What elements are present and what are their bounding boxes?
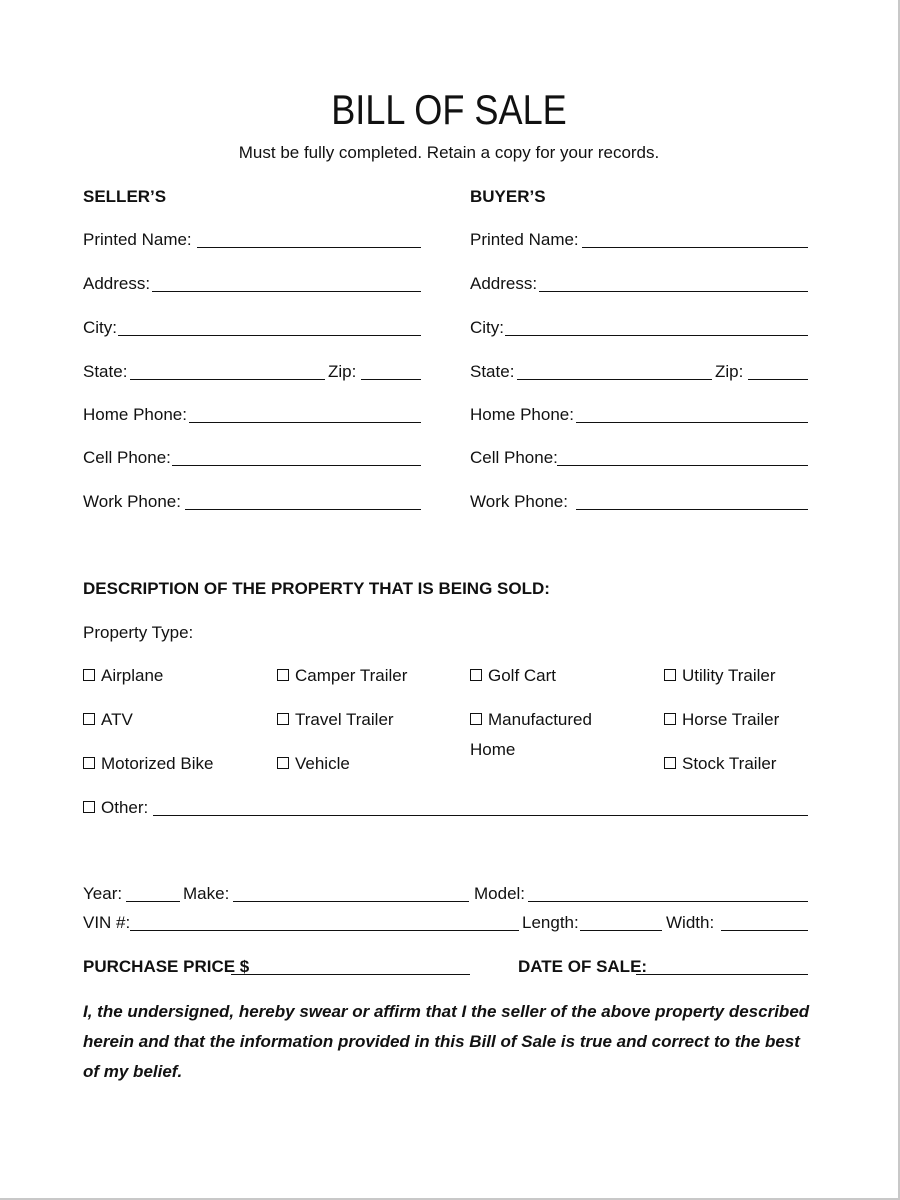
seller-city-label: City: bbox=[83, 318, 117, 337]
option-motorized-bike[interactable]: Motorized Bike bbox=[83, 754, 213, 774]
width-field[interactable] bbox=[721, 930, 808, 931]
buyer-cell-phone-field[interactable] bbox=[557, 465, 808, 466]
checkbox[interactable] bbox=[470, 669, 482, 681]
purchase-price-field[interactable] bbox=[231, 974, 470, 975]
buyer-zip-label: Zip: bbox=[715, 362, 744, 381]
option-vehicle[interactable]: Vehicle bbox=[277, 754, 350, 774]
option-manufactured-home[interactable]: Manufactured bbox=[470, 710, 592, 730]
year-label: Year: bbox=[83, 884, 123, 903]
seller-address-label: Address: bbox=[83, 274, 151, 293]
seller-cell-phone-field[interactable] bbox=[172, 465, 421, 466]
option-atv[interactable]: ATV bbox=[83, 710, 133, 730]
buyer-state-field[interactable] bbox=[517, 379, 712, 380]
seller-printed-name-field[interactable] bbox=[197, 247, 421, 248]
checkbox[interactable] bbox=[664, 669, 676, 681]
seller-state-field[interactable] bbox=[130, 379, 325, 380]
option-stock-trailer[interactable]: Stock Trailer bbox=[664, 754, 776, 774]
seller-cell-phone-label: Cell Phone: bbox=[83, 448, 171, 467]
buyer-work-phone-field[interactable] bbox=[576, 509, 808, 510]
option-horse-trailer[interactable]: Horse Trailer bbox=[664, 710, 779, 730]
buyer-home-phone-field[interactable] bbox=[576, 422, 808, 423]
seller-work-phone-field[interactable] bbox=[185, 509, 421, 510]
option-other[interactable]: Other: bbox=[83, 798, 148, 818]
seller-zip-label: Zip: bbox=[328, 362, 357, 381]
make-field[interactable] bbox=[233, 901, 469, 902]
purchase-price-label: PURCHASE PRICE $ bbox=[83, 957, 250, 976]
date-of-sale-label: DATE OF SALE: bbox=[518, 957, 648, 976]
length-label: Length: bbox=[522, 913, 579, 932]
option-utility-trailer[interactable]: Utility Trailer bbox=[664, 666, 776, 686]
option-camper-trailer[interactable]: Camper Trailer bbox=[277, 666, 407, 686]
buyer-printed-name-field[interactable] bbox=[582, 247, 808, 248]
make-label: Make: bbox=[183, 884, 230, 903]
buyer-city-label: City: bbox=[470, 318, 504, 337]
buyer-city-field[interactable] bbox=[505, 335, 808, 336]
checkbox[interactable] bbox=[277, 713, 289, 725]
seller-address-field[interactable] bbox=[152, 291, 421, 292]
vin-field[interactable] bbox=[130, 930, 519, 931]
buyer-heading: BUYER’S bbox=[470, 187, 546, 206]
seller-zip-field[interactable] bbox=[361, 379, 421, 380]
checkbox[interactable] bbox=[83, 713, 95, 725]
model-field[interactable] bbox=[528, 901, 808, 902]
checkbox[interactable] bbox=[277, 757, 289, 769]
property-type-label: Property Type: bbox=[83, 623, 194, 642]
seller-printed-name-label: Printed Name: bbox=[83, 230, 192, 249]
option-travel-trailer[interactable]: Travel Trailer bbox=[277, 710, 394, 730]
seller-city-field[interactable] bbox=[118, 335, 421, 336]
checkbox[interactable] bbox=[470, 713, 482, 725]
checkbox[interactable] bbox=[664, 713, 676, 725]
checkbox[interactable] bbox=[83, 801, 95, 813]
checkbox[interactable] bbox=[664, 757, 676, 769]
checkbox[interactable] bbox=[83, 757, 95, 769]
year-field[interactable] bbox=[126, 901, 180, 902]
seller-work-phone-label: Work Phone: bbox=[83, 492, 181, 511]
length-field[interactable] bbox=[580, 930, 662, 931]
option-golf-cart[interactable]: Golf Cart bbox=[470, 666, 556, 686]
buyer-state-label: State: bbox=[470, 362, 515, 381]
date-of-sale-field[interactable] bbox=[636, 974, 808, 975]
seller-heading: SELLER’S bbox=[83, 187, 167, 206]
buyer-work-phone-label: Work Phone: bbox=[470, 492, 568, 511]
vin-label: VIN #: bbox=[83, 913, 131, 932]
buyer-cell-phone-label: Cell Phone: bbox=[470, 448, 558, 467]
buyer-address-field[interactable] bbox=[539, 291, 808, 292]
seller-state-label: State: bbox=[83, 362, 128, 381]
buyer-home-phone-label: Home Phone: bbox=[470, 405, 574, 424]
seller-home-phone-label: Home Phone: bbox=[83, 405, 187, 424]
option-airplane[interactable]: Airplane bbox=[83, 666, 163, 686]
property-heading: DESCRIPTION OF THE PROPERTY THAT IS BEING SOLD: bbox=[83, 579, 550, 598]
buyer-address-label: Address: bbox=[470, 274, 538, 293]
buyer-zip-field[interactable] bbox=[748, 379, 808, 380]
model-label: Model: bbox=[474, 884, 526, 903]
document-title: BILL OF SALE bbox=[331, 86, 567, 133]
document-subtitle: Must be fully completed. Retain a copy for your records. bbox=[238, 143, 660, 162]
option-manufactured-home-line2: Home bbox=[470, 740, 516, 759]
other-field[interactable] bbox=[153, 815, 808, 816]
seller-home-phone-field[interactable] bbox=[189, 422, 421, 423]
declaration-text: I, the undersigned, hereby swear or affirm that I the seller of the above property described herein and that the information provided in this Bill of Sale is true and correct to the best of my belief. bbox=[83, 1002, 810, 1081]
buyer-printed-name-label: Printed Name: bbox=[470, 230, 579, 249]
checkbox[interactable] bbox=[277, 669, 289, 681]
checkbox[interactable] bbox=[83, 669, 95, 681]
width-label: Width: bbox=[666, 913, 715, 932]
